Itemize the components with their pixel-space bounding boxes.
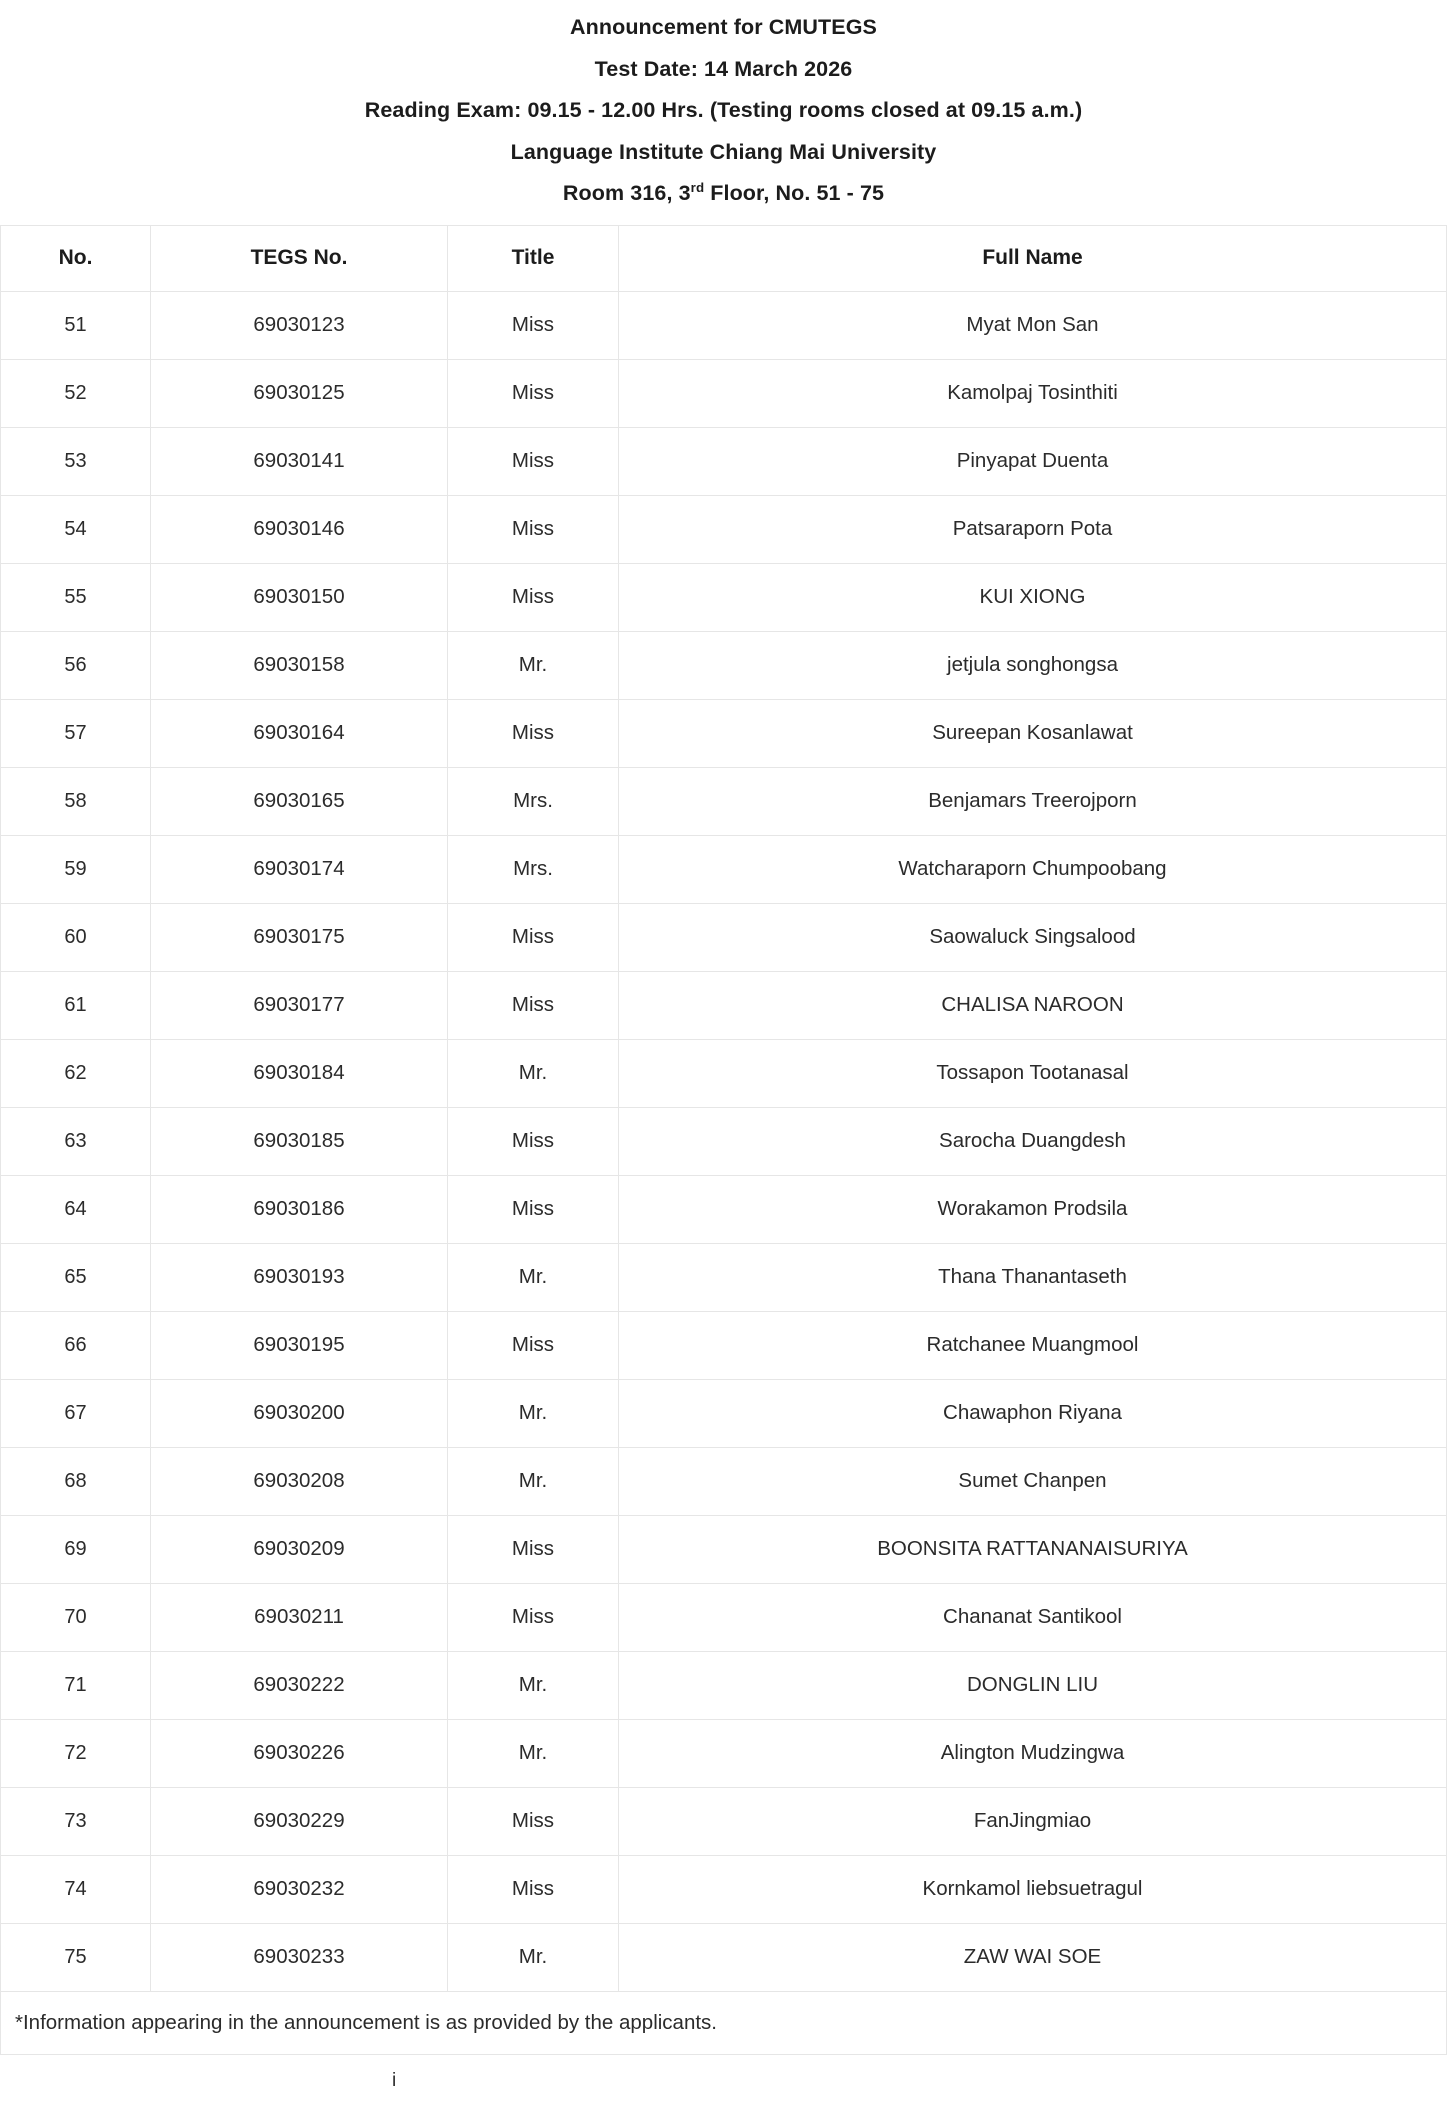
cell-name: DONGLIN LIU	[619, 1651, 1447, 1719]
room-ordinal-suffix: rd	[690, 179, 705, 195]
cell-name: Chananat Santikool	[619, 1583, 1447, 1651]
cell-tegs: 69030193	[151, 1243, 448, 1311]
cell-tegs: 69030185	[151, 1107, 448, 1175]
cell-title: Miss	[448, 1855, 619, 1923]
cell-title: Miss	[448, 291, 619, 359]
cell-name: Watcharaporn Chumpoobang	[619, 835, 1447, 903]
cell-tegs: 69030200	[151, 1379, 448, 1447]
cell-no: 75	[1, 1923, 151, 1991]
cell-tegs: 69030229	[151, 1787, 448, 1855]
cell-tegs: 69030125	[151, 359, 448, 427]
cell-tegs: 69030175	[151, 903, 448, 971]
cell-name: Pinyapat Duenta	[619, 427, 1447, 495]
column-header-tegs: TEGS No.	[151, 225, 448, 291]
cell-name: Worakamon Prodsila	[619, 1175, 1447, 1243]
cell-no: 64	[1, 1175, 151, 1243]
cell-title: Mr.	[448, 1039, 619, 1107]
cell-tegs: 69030158	[151, 631, 448, 699]
room-line	[0, 173, 1447, 215]
cell-tegs: 69030186	[151, 1175, 448, 1243]
cell-name: FanJingmiao	[619, 1787, 1447, 1855]
cell-name: ZAW WAI SOE	[619, 1923, 1447, 1991]
room-line-prefix: Room 316, 3	[562, 181, 691, 205]
cell-no: 59	[1, 835, 151, 903]
announcement-title: Announcement for CMUTEGS	[570, 15, 877, 39]
cell-no: 68	[1, 1447, 151, 1515]
cell-name: Patsaraporn Pota	[619, 495, 1447, 563]
table-row	[1, 699, 1447, 767]
cell-name: Sarocha Duangdesh	[619, 1107, 1447, 1175]
table-row	[1, 835, 1447, 903]
footnote-text: *Information appearing in the announcement is as provided by the applicants.	[1, 1991, 1447, 2054]
table-row	[1, 291, 1447, 359]
cell-name: Sureepan Kosanlawat	[619, 699, 1447, 767]
column-header-no: No.	[1, 225, 151, 291]
cell-no: 52	[1, 359, 151, 427]
table-footer	[1, 1991, 1447, 2054]
cell-name: Chawaphon Riyana	[619, 1379, 1447, 1447]
cell-title: Miss	[448, 903, 619, 971]
table-row	[1, 1651, 1447, 1719]
cell-tegs: 69030150	[151, 563, 448, 631]
clipped-text-fragment: i	[392, 2069, 397, 2091]
cell-title: Mr.	[448, 631, 619, 699]
cell-tegs: 69030226	[151, 1719, 448, 1787]
table-header	[1, 225, 1447, 291]
cell-tegs: 69030146	[151, 495, 448, 563]
cell-name: Kamolpaj Tosinthiti	[619, 359, 1447, 427]
cell-no: 72	[1, 1719, 151, 1787]
room-line-suffix: Floor, No. 51 - 75	[704, 181, 885, 205]
table-row	[1, 971, 1447, 1039]
cell-no: 62	[1, 1039, 151, 1107]
column-header-title: Title	[448, 225, 619, 291]
cell-title: Mr.	[448, 1719, 619, 1787]
table-row	[1, 1719, 1447, 1787]
table-row	[1, 1923, 1447, 1991]
table-row	[1, 1243, 1447, 1311]
cell-title: Miss	[448, 1787, 619, 1855]
table-row	[1, 563, 1447, 631]
cell-title: Mrs.	[448, 767, 619, 835]
cell-tegs: 69030232	[151, 1855, 448, 1923]
table-row	[1, 631, 1447, 699]
cell-tegs: 69030184	[151, 1039, 448, 1107]
cell-no: 55	[1, 563, 151, 631]
cell-title: Miss	[448, 1175, 619, 1243]
cell-name: CHALISA NAROON	[619, 971, 1447, 1039]
column-header-name: Full Name	[619, 225, 1447, 291]
table-row	[1, 495, 1447, 563]
cell-no: 54	[1, 495, 151, 563]
table-row	[1, 1787, 1447, 1855]
cell-no: 60	[1, 903, 151, 971]
institute-line: Language Institute Chiang Mai University	[510, 139, 937, 164]
cell-title: Mr.	[448, 1379, 619, 1447]
cell-tegs: 69030208	[151, 1447, 448, 1515]
table-row	[1, 1107, 1447, 1175]
cell-name: Alington Mudzingwa	[619, 1719, 1447, 1787]
cell-title: Mr.	[448, 1651, 619, 1719]
cell-no: 66	[1, 1311, 151, 1379]
cell-tegs: 69030123	[151, 291, 448, 359]
cell-title: Mrs.	[448, 835, 619, 903]
cell-no: 63	[1, 1107, 151, 1175]
cell-name: Kornkamol liebsuetragul	[619, 1855, 1447, 1923]
cell-no: 57	[1, 699, 151, 767]
cell-no: 74	[1, 1855, 151, 1923]
cell-title: Miss	[448, 1311, 619, 1379]
cell-no: 58	[1, 767, 151, 835]
test-date-line: Test Date: 14 March 2026	[594, 56, 853, 81]
cell-no: 67	[1, 1379, 151, 1447]
table-header-row	[1, 225, 1447, 291]
table-row	[1, 359, 1447, 427]
cell-tegs: 69030141	[151, 427, 448, 495]
cell-tegs: 69030164	[151, 699, 448, 767]
cell-no: 61	[1, 971, 151, 1039]
exam-time-line: Reading Exam: 09.15 - 12.00 Hrs. (Testing rooms closed at 09.15 a.m.)	[364, 98, 1083, 122]
cell-tegs: 69030233	[151, 1923, 448, 1991]
cell-title: Miss	[448, 359, 619, 427]
table-row	[1, 1175, 1447, 1243]
cell-tegs: 69030222	[151, 1651, 448, 1719]
document-header	[0, 0, 1447, 225]
cell-name: Myat Mon San	[619, 291, 1447, 359]
cell-no: 71	[1, 1651, 151, 1719]
footnote-row	[1, 1991, 1447, 2054]
table-row	[1, 1447, 1447, 1515]
table-row	[1, 903, 1447, 971]
cell-title: Miss	[448, 1107, 619, 1175]
cell-title: Miss	[448, 699, 619, 767]
cell-tegs: 69030195	[151, 1311, 448, 1379]
table-row	[1, 767, 1447, 835]
table-row	[1, 1039, 1447, 1107]
cell-name: Thana Thanantaseth	[619, 1243, 1447, 1311]
cell-tegs: 69030211	[151, 1583, 448, 1651]
cell-name: Ratchanee Muangmool	[619, 1311, 1447, 1379]
cell-title: Miss	[448, 1583, 619, 1651]
page-bottom-area	[0, 2055, 1447, 2101]
cell-title: Miss	[448, 971, 619, 1039]
cell-name: BOONSITA RATTANANAISURIYA	[619, 1515, 1447, 1583]
cell-no: 73	[1, 1787, 151, 1855]
cell-no: 56	[1, 631, 151, 699]
cell-title: Mr.	[448, 1243, 619, 1311]
cell-tegs: 69030174	[151, 835, 448, 903]
cell-title: Miss	[448, 563, 619, 631]
table-row	[1, 1311, 1447, 1379]
cell-name: KUI XIONG	[619, 563, 1447, 631]
cell-no: 69	[1, 1515, 151, 1583]
cell-title: Miss	[448, 427, 619, 495]
cell-tegs: 69030177	[151, 971, 448, 1039]
cell-no: 51	[1, 291, 151, 359]
cell-name: Tossapon Tootanasal	[619, 1039, 1447, 1107]
cell-tegs: 69030165	[151, 767, 448, 835]
candidate-roster-table	[0, 225, 1447, 2055]
cell-title: Mr.	[448, 1923, 619, 1991]
table-body	[1, 291, 1447, 1991]
cell-title: Miss	[448, 495, 619, 563]
cell-name: Saowaluck Singsalood	[619, 903, 1447, 971]
cell-no: 65	[1, 1243, 151, 1311]
table-row	[1, 1379, 1447, 1447]
table-row	[1, 427, 1447, 495]
cell-title: Miss	[448, 1515, 619, 1583]
cell-name: Sumet Chanpen	[619, 1447, 1447, 1515]
cell-tegs: 69030209	[151, 1515, 448, 1583]
cell-no: 70	[1, 1583, 151, 1651]
cell-title: Mr.	[448, 1447, 619, 1515]
table-row	[1, 1583, 1447, 1651]
cell-name: jetjula songhongsa	[619, 631, 1447, 699]
cell-name: Benjamars Treerojporn	[619, 767, 1447, 835]
cell-no: 53	[1, 427, 151, 495]
table-row	[1, 1515, 1447, 1583]
table-row	[1, 1855, 1447, 1923]
